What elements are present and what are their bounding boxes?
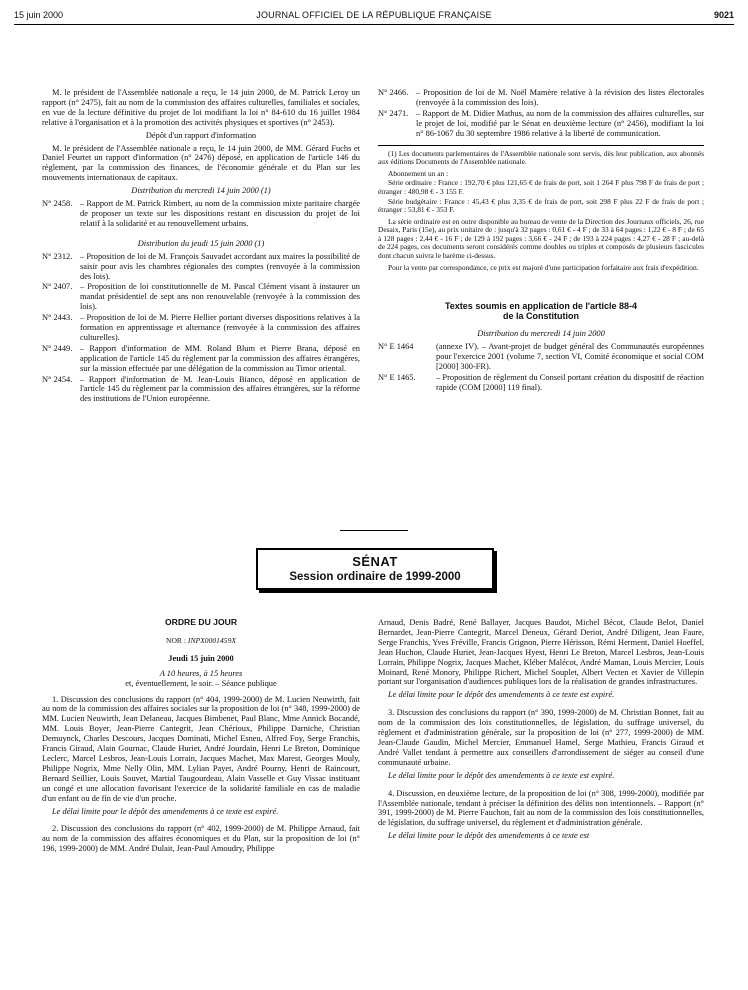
list-item: [42, 375, 360, 405]
header-date: 15 juin 2000: [14, 10, 64, 20]
item-text: (annexe IV). – Avant-projet de budget général des Communautés européennes pour l'exercice 2001 (volume 7, section VI, Comité économique et social COM [2000] 300-FR).: [436, 342, 704, 371]
agenda-item-continued: Arnaud, Denis Badré, René Ballayer, Jacques Baudot, Michel Bécot, Claude Belot, Daniel Bernardet, Jean-Pierre Cantegrit, Marcel Deneux, Gérard Deriot, André Diligent, Jean Faure, Serge Franchis, Yves Fréville, Francis Grignon, Pierre Hérisson, Rémi Herment, Daniel Hoeffel, Jean Huchon, Claude Huriet, Jean-Jacques Hyest, Henri Le Breton, Marcel Lesbros, Jean-Louis Lorrain, Philippe Nogrix, Jacques Machet, Kléber Malécot, André Maman, Louis Mercier, Louis Moinard, René Monory, Philippe Richert, Michel Souplet, Albert Vecten et Xavier de Villepin portant sur l'organisation d'audiences publiques lors de la réalisation de grandes infrastructures.: [378, 618, 704, 687]
item-text: – Rapport de M. Didier Mathus, au nom de la commission des affaires culturelles, sur le projet de loi, modifié par le Sénat en deuxième lecture (n° 2456), modifiant la loi n° 86-1067 du 30 septembre 1986 relative à la liberté de communication.: [416, 108, 704, 138]
paragraph: M. le président de l'Assemblée nationale a reçu, le 14 juin 2000, de MM. Gérard Fuchs et Daniel Feurtet un rapport d'information (n° 2476) déposé, en application de l'article 146 du règlement, par la commission des finances, de l'économie générale et du Plan sur les mouvements internationaux de capitaux.: [42, 143, 360, 183]
item-text: – Rapport d'information de MM. Roland Blum et Pierre Brana, déposé en application de l'article 145 du règlement par la commission des affaires étrangères, sur la mission effectuée par une délégation de la commission au Timor oriental.: [80, 343, 360, 373]
ordre-du-jour-heading: ORDRE DU JOUR: [164, 617, 238, 627]
section-separator: [340, 530, 408, 531]
session-time: A 10 heures, à 15 heures: [159, 668, 243, 678]
nor-value: INPX0001459X: [187, 635, 237, 645]
distribution-heading: Distribution du mercredi 14 juin 2000 (1): [131, 186, 271, 196]
agenda-item: 2. Discussion des conclusions du rapport (n° 402, 1999-2000) de M. Philippe Arnaud, fait au nom de la commission des affaires économiques et du Plan, sur la proposition de loi (n° 196, 1999-2000) de MM. André Dulait, Jean-Paul Amoudry, Philippe: [42, 824, 360, 854]
distribution-heading: Distribution du jeudi 15 juin 2000 (1): [137, 238, 265, 248]
agenda-item: 1. Discussion des conclusions du rapport (n° 404, 1999-2000) de M. Lucien Neuwirth, fait au nom de la commission des affaires sociales sur la proposition de loi (n° 348, 1999-2000) de MM. Lucien Neuwirth, Jean Delaneau, Jacques Bimbenet, Paul Blanc, Mme Annick Bocandé, MM. Louis Boyer, Jean-Pierre Cantegrit, Jean Chérioux, Philippe Darniche, Christian Demuynck, Charles Descours, Jacques Dominati, Michel Esneu, Alfred Foy, Serge Franchis, Francis Giraud, Alain Gournac, Claude Huriet, André Jourdain, Henri Le Breton, Dominique Leclerc, Marcel Lesbros, Jean-Louis Lorrain, Jacques Machet, Max Marest, Georges Mouly, Philippe Nogrix, Mme Nelly Olin, MM. Lylian Payet, André Pourny, Henri de Raincourt, Bernard Seillier, Louis Souvet, Martial Taugourdeau, Alain Vasselle et Guy Vissac instituant un congé et une allocation favorisant l'exercice de la solidarité familiale en cas de maladie d'un enfant ou de fin de vie d'un proche.: [42, 694, 360, 803]
list-item: [378, 342, 704, 372]
header-rule: [14, 24, 734, 25]
footnote-text: Pour la vente par correspondance, ce prix est majoré d'une participation forfaitaire aux frais d'expédition.: [388, 262, 699, 272]
senat-title: SÉNAT: [352, 554, 398, 569]
item-text: – Proposition de loi de M. Pierre Hellier portant diverses dispositions relatives à la formation en apprentissage et alternance (renvoyée à la commission des affaires culturelles).: [80, 313, 360, 342]
list-item: [42, 344, 360, 374]
left-top-column: [42, 88, 360, 405]
item-number: N° 2471.: [378, 108, 409, 118]
list-item: [378, 109, 704, 139]
list-item: [378, 373, 704, 393]
right-top-column: [378, 88, 704, 394]
textes-heading-line2: de la Constitution: [503, 311, 579, 322]
item-number: N° 2443.: [42, 313, 73, 323]
page-number: 9021: [713, 10, 734, 20]
item-text: – Rapport de M. Patrick Rimbert, au nom de la commission mixte paritaire chargée de proposer un texte sur les dispositions restant en discussion du projet de loi relatif à la solidarité et au renouvellement urbains.: [80, 199, 360, 228]
item-number: N° 2407.: [42, 282, 73, 292]
item-number: N° 2312.: [42, 251, 73, 261]
senat-subtitle: Session ordinaire de 1999-2000: [289, 571, 461, 583]
footnote-rule: [378, 145, 704, 146]
footnote-text: La série ordinaire est en outre disponible au bureau de vente de la Direction des Journaux officiels, 26, rue Desaix, Paris (15e), au prix unitaire de : jusqu'à 32 pages : 0,61 € - 4 F ; de 33 à 64 pages : 1,22 € - 8 F ; de 65 à 128 pages : 2,44 € - 16 F ; de 129 à 192 pages : 3,66 € - 24 F ; de 193 à 224 pages : 4,27 € - 28 F ; au-delà de 224 pages, ces documents seront considérés comme doubles ou triples et composés de plusieurs fascicules dont chacun suivra le barème ci-dessus.: [378, 216, 704, 261]
item-number: N° E 1465.: [378, 372, 416, 382]
textes-heading-line1: Textes soumis en application de l'article 88-4: [444, 301, 638, 312]
agenda-item: 4. Discussion, en deuxième lecture, de la proposition de loi (n° 308, 1999-2000), modifiée par l'Assemblée nationale, tendant à préciser la définition des délits non intentionnels. – Rapport (n° 391, 1999-2000) de M. Pierre Fauchon, fait au nom de la commission des lois constitutionnelles, de législation, du suffrage universel, du règlement et d'administration générale.: [378, 788, 704, 828]
item-number: N° E 1464: [378, 342, 414, 352]
senat-banner: [256, 548, 494, 590]
footnote-text: Abonnement un an :: [388, 168, 449, 178]
deadline-note: Le délai limite pour le dépôt des amendements à ce texte est expiré.: [388, 690, 615, 700]
agenda-item: 3. Discussion des conclusions du rapport (n° 390, 1999-2000) de M. Christian Bonnet, fait au nom de la commission des lois constitutionnelles, de législation, du suffrage universel, du règlement et d'administration générale, sur la proposition de loi (n° 277, 1999-2000) de MM. Jean-Claude Gaudin, Michel Mercier, Emmanuel Hamel, Serge Mathieu, Francis Giraud et André Vallet tendant à permettre aux conseillers d'arrondissement de siéger au conseil d'une communauté urbaine.: [378, 708, 704, 767]
item-number: N° 2454.: [42, 374, 73, 384]
page-header: [14, 10, 734, 22]
item-text: – Rapport d'information de M. Jean-Louis Bianco, déposé en application de l'article 145 du règlement par la commission des affaires étrangères, sur la réforme des institutions de l'Union européenne.: [80, 374, 360, 404]
deadline-note: Le délai limite pour le dépôt des amendements à ce texte est expiré.: [52, 806, 279, 816]
item-text: – Proposition de loi constitutionnelle de M. Pascal Clément visant à instaurer un mandat présidentiel de sept ans non renouvelable (renvoyée à la commission des lois).: [80, 282, 360, 312]
list-item: [42, 199, 360, 229]
left-bottom-column: [42, 618, 360, 857]
section-heading: Dépôt d'un rapport d'information: [145, 130, 257, 140]
footnote: [378, 150, 704, 273]
item-text: – Proposition de loi de M. François Sauvadet accordant aux maires la possibilité de saisir pour avis les chambres régionales des comptes (renvoyée à la commission des lois).: [80, 251, 360, 281]
nor-reference: [42, 636, 360, 646]
paragraph: M. le président de l'Assemblée nationale a reçu, le 14 juin 2000, de M. Patrick Leroy un rapport (n° 2475), fait au nom de la commission des affaires culturelles, familiales et sociales, en vue de la lecture définitive du projet de loi modifiant la loi n° 84-610 du 16 juillet 1984 relative à l'organisation et à la promotion des activités physiques et sportives (n° 2453).: [42, 88, 360, 127]
deadline-note: Le délai limite pour le dépôt des amendements à ce texte est: [388, 831, 590, 841]
list-item: [42, 313, 360, 343]
session-date: Jeudi 15 juin 2000: [168, 653, 234, 663]
item-text: – Proposition de loi de M. Noël Mamère relative à la révision des listes électorales (renvoyée à la commission des lois).: [416, 88, 704, 107]
list-item: [42, 282, 360, 312]
list-item: [42, 252, 360, 282]
journal-title: JOURNAL OFFICIEL DE LA RÉPUBLIQUE FRANÇAISE: [256, 10, 492, 20]
list-item: [378, 88, 704, 108]
deadline-note: Le délai limite pour le dépôt des amendements à ce texte est expiré.: [388, 770, 615, 780]
textes-heading: [378, 301, 704, 321]
distribution-heading: Distribution du mercredi 14 juin 2000: [477, 329, 605, 339]
nor-label: NOR :: [165, 635, 187, 645]
footnote-text: Série ordinaire : France : 192,70 € plus 121,65 € de frais de port, soit 1 264 F plus 798 F de frais de port ; étranger : 480,98 € - 3 155 F.: [378, 178, 704, 196]
item-text: – Proposition de règlement du Conseil portant création du dispositif de réaction rapide (COM [2000] 119 final).: [436, 372, 704, 392]
session-time-cont: et, éventuellement, le soir. – Séance publique: [125, 678, 277, 688]
item-number: N° 2458.: [42, 199, 73, 209]
footnote-text: Série budgétaire : France : 45,43 € plus 3,35 € de frais de port, soit 298 F plus 22 F de frais de port ; étranger : 53,81 € - 353 F.: [378, 196, 704, 215]
right-bottom-column: [378, 618, 704, 844]
footnote-text: (1) Les documents parlementaires de l'Assemblée nationale sont servis, dès leur publication, aux abonnés aux éditions Documents de l'Assemblée nationale.: [378, 148, 704, 167]
item-number: N° 2466.: [378, 88, 409, 97]
item-number: N° 2449.: [42, 343, 73, 353]
